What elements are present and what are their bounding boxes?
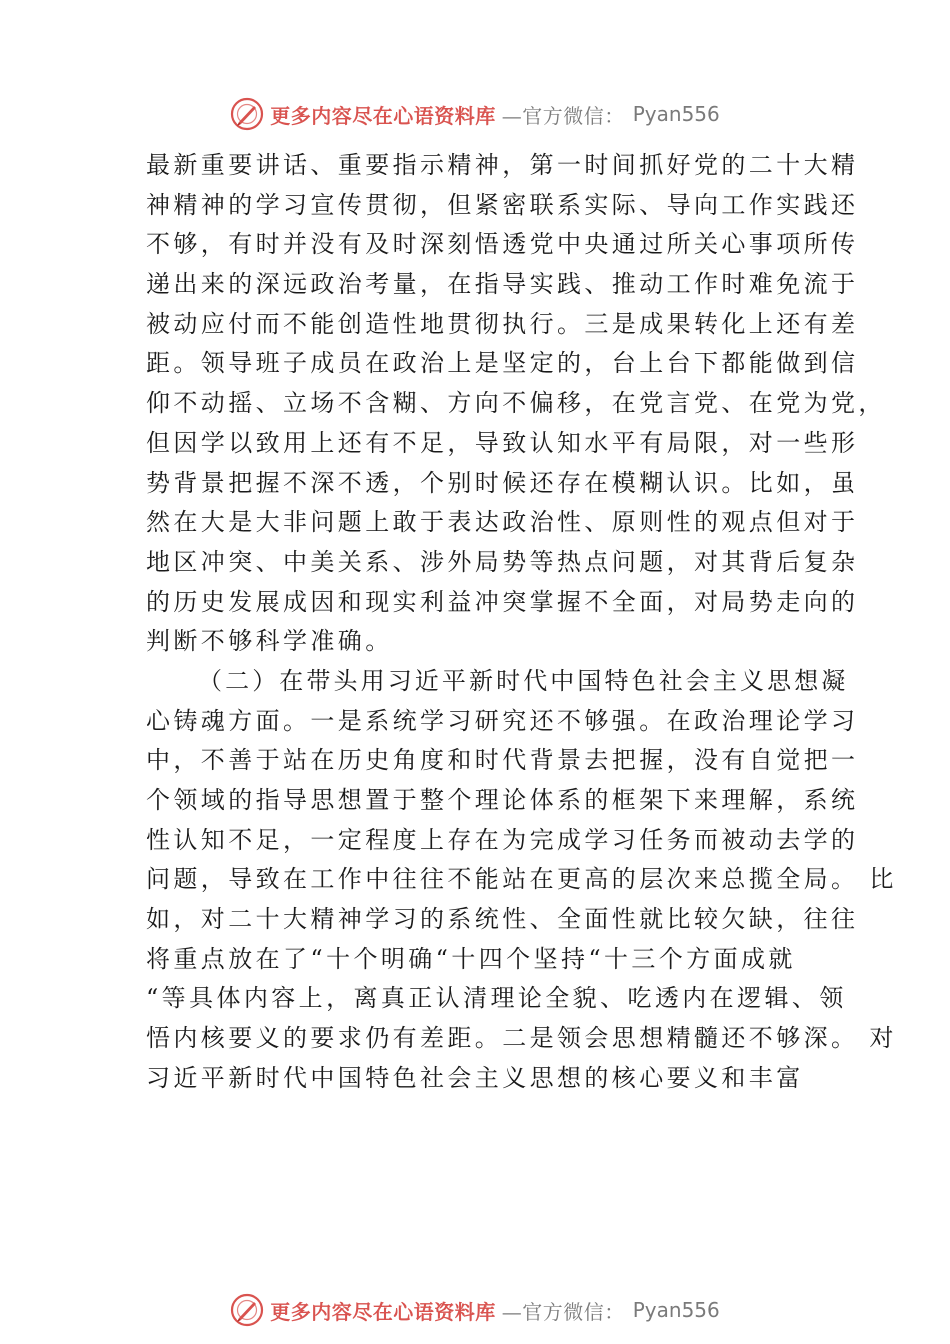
text-line: 判断不够科学准确。: [146, 627, 393, 656]
text-line: 仰不动摇、立场不含糊、方向不偏移，在党言党、在党为党，: [146, 389, 886, 418]
section-heading-line: （二）在带头用习近平新时代中国特色社会主义思想凝: [198, 666, 849, 695]
header-wechat-id: Pyan556: [632, 102, 720, 126]
text-line: 不够，有时并没有及时深刻悟透党中央通过所关心事项所传: [146, 230, 859, 259]
text-line: 最新重要讲话、重要指示精神，第一时间抓好党的二十大精: [146, 151, 859, 179]
text-line: 问题，导致在工作中往往不能站在更高的层次来总揽全局。 比: [146, 865, 897, 894]
text-line: 的历史发展成因和现实利益冲突掌握不全面，对局势走向的: [146, 587, 859, 616]
text-line: 递出来的深远政治考量，在指导实践、推动工作时难免流于: [146, 270, 859, 299]
header-watermark: [0, 92, 950, 136]
text-line: 神精神的学习宣传贯彻，但紧密联系实际、导向工作实践还: [146, 190, 859, 219]
brand-logo-icon: [230, 97, 264, 131]
text-line: 如，对二十大精神学习的系统性、全面性就比较欠缺，往往: [146, 905, 859, 934]
text-line: 个领域的指导思想置于整个理论体系的框架下来理解，系统: [146, 786, 859, 814]
footer-wechat-label: —官方微信：: [501, 1299, 625, 1324]
text-line: 距。领导班子成员在政治上是坚定的，台上台下都能做到信: [146, 349, 859, 378]
brand-logo-icon: [230, 1293, 264, 1327]
text-line: 地区冲突、中美关系、涉外局势等热点问题，对其背后复杂: [146, 547, 859, 576]
footer-watermark: [0, 1288, 950, 1332]
text-line: 悟内核要义的要求仍有差距。二是领会思想精髓还不够深。 对: [146, 1024, 897, 1053]
text-line: 习近平新时代中国特色社会主义思想的核心要义和丰富: [146, 1063, 804, 1092]
text-line: 势背景把握不深不透，个别时候还存在模糊认识。比如，虽: [146, 468, 859, 497]
text-line: “等具体内容上，离真正认清理论全貌、吃透内在逻辑、领: [146, 984, 847, 1013]
document-body: [146, 146, 897, 1099]
text-line: 但因学以致用上还有不足，导致认知水平有局限，对一些形: [146, 428, 859, 457]
text-line: 将重点放在了“十个明确“十四个坚持“十三个方面成就: [146, 944, 796, 973]
text-line: 然在大是大非问题上敢于表达政治性、原则性的观点但对于: [146, 508, 859, 537]
text-line: 中，不善于站在历史角度和时代背景去把握，没有自觉把一: [146, 746, 859, 775]
text-line: 性认知不足，一定程度上存在为完成学习任务而被动去学的: [146, 825, 859, 854]
header-wechat-label: —官方微信：: [501, 103, 625, 128]
text-line: 被动应付而不能创造性地贯彻执行。三是成果转化上还有差: [146, 309, 859, 338]
footer-brand-text: 更多内容尽在心语资料库: [270, 1299, 496, 1324]
text-line: 心铸魂方面。一是系统学习研究还不够强。在政治理论学习: [146, 706, 859, 735]
footer-wechat-id: Pyan556: [632, 1298, 720, 1322]
header-brand-text: 更多内容尽在心语资料库: [270, 103, 496, 128]
